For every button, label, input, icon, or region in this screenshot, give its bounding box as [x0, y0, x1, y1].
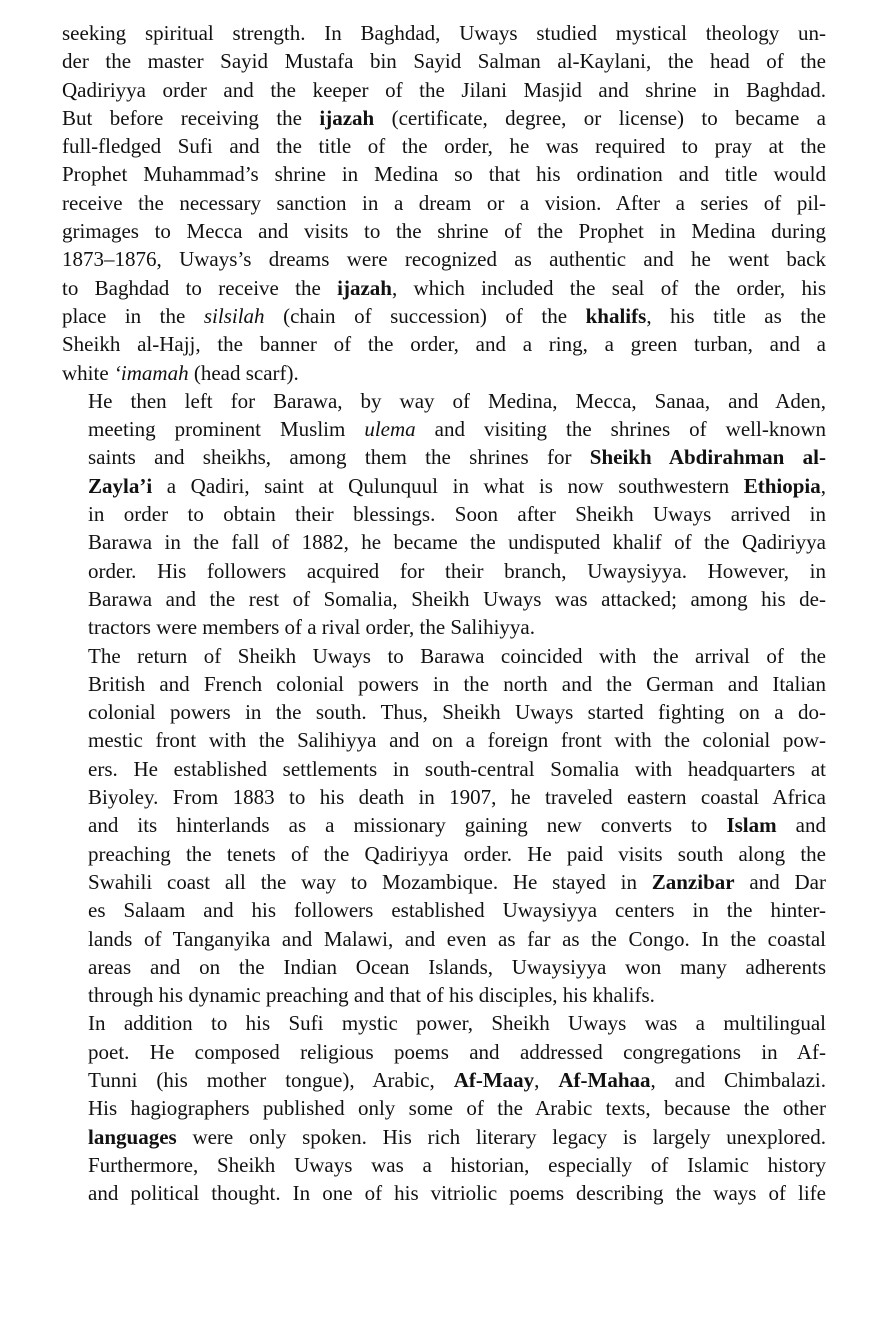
bold-term: khalifs — [585, 303, 647, 328]
text-line — [62, 1179, 826, 1207]
text-line — [62, 359, 826, 387]
text-line — [62, 1094, 826, 1122]
italic-term: ‘imamah — [113, 360, 189, 385]
text-line — [62, 500, 826, 528]
text-line — [62, 104, 826, 132]
text-run: der the master Sayid Mustafa bin Sayid Salman al-Kaylani, the head of the — [62, 49, 826, 74]
text-run: and Dar — [734, 869, 826, 894]
paragraph — [62, 387, 826, 642]
text-line — [62, 132, 826, 160]
text-line — [62, 274, 826, 302]
text-run: Sheikh al-Hajj, the banner of the order, and a ring, a green turban, and a — [62, 332, 826, 357]
text-run: white — [62, 360, 114, 385]
bold-term: ijazah — [337, 275, 392, 300]
text-line — [62, 585, 826, 613]
text-run: receive the necessary sanction in a dream or a vision. After a series of pil- — [62, 190, 826, 215]
paragraph — [62, 19, 826, 387]
text-run: were only spoken. His rich literary legacy is largely unexplored. — [176, 1124, 826, 1149]
text-run: (head scarf). — [188, 360, 299, 385]
text-run: and visiting the shrines of well-known — [415, 417, 827, 442]
text-line — [62, 19, 826, 47]
text-run: The return of Sheikh Uways to Barawa coincided with the arrival of the — [88, 643, 826, 668]
text-line — [62, 330, 826, 358]
text-run: poet. He composed religious poems and addressed congregations in Af- — [88, 1039, 826, 1064]
italic-term: silsilah — [203, 303, 265, 328]
text-line — [62, 557, 826, 585]
document-page — [62, 19, 826, 1207]
text-run: But before receiving the — [62, 105, 320, 130]
text-run: (certificate, degree, or license) to became a — [374, 105, 826, 130]
text-line — [62, 1123, 826, 1151]
text-run: tractors were members of a rival order, the Salihiyya. — [88, 615, 535, 640]
text-line — [62, 47, 826, 75]
bold-term: Af-Mahaa — [558, 1067, 651, 1092]
text-line — [62, 698, 826, 726]
text-line — [62, 1066, 826, 1094]
text-run: , his title as the — [646, 303, 826, 328]
text-run: Biyoley. From 1883 to his death in 1907, he traveled eastern coastal Africa — [88, 785, 826, 810]
text-run: through his dynamic preaching and that of his disciples, his khalifs. — [88, 983, 655, 1008]
text-run: , and Chimbalazi. — [650, 1067, 827, 1092]
italic-term: ulema — [364, 417, 416, 442]
paragraph — [62, 1009, 826, 1207]
bold-term: Ethiopia — [743, 473, 821, 498]
text-line — [62, 1151, 826, 1179]
text-run: Swahili coast all the way to Mozambique. He stayed in — [88, 869, 652, 894]
bold-term: Sheikh Abdirahman al- — [589, 445, 826, 470]
bold-term: Islam — [726, 813, 777, 838]
text-run: , — [820, 473, 826, 498]
text-run: areas and on the Indian Ocean Islands, Uwaysiyya won many adherents — [88, 954, 826, 979]
text-line — [62, 160, 826, 188]
text-line — [62, 726, 826, 754]
text-line — [62, 387, 826, 415]
text-line — [62, 981, 826, 1009]
text-run: grimages to Mecca and visits to the shrine of the Prophet in Medina during — [62, 219, 826, 244]
text-run: and political thought. In one of his vitriolic poems describing the ways of life — [88, 1181, 826, 1206]
text-line — [62, 755, 826, 783]
text-line — [62, 896, 826, 924]
bold-term: Af-Maay — [453, 1067, 535, 1092]
text-run: Barawa in the fall of 1882, he became the undisputed khalif of the Qadiriyya — [88, 530, 826, 555]
text-line — [62, 840, 826, 868]
text-line — [62, 1009, 826, 1037]
text-run: mestic front with the Salihiyya and on a foreign front with the colonial pow- — [88, 728, 826, 753]
text-run: Tunni (his mother tongue), Arabic, — [88, 1067, 454, 1092]
text-line — [62, 868, 826, 896]
text-run: In addition to his Sufi mystic power, Sheikh Uways was a multilingual — [88, 1011, 826, 1036]
text-run: Prophet Muhammad’s shrine in Medina so that his ordination and title would — [62, 162, 826, 187]
bold-term: Zayla’i — [88, 473, 153, 498]
text-run: His hagiographers published only some of the Arabic texts, because the other — [88, 1096, 826, 1121]
text-run: full-fledged Sufi and the title of the order, he was required to pray at the — [62, 134, 826, 159]
text-run: lands of Tanganyika and Malawi, and even as far as the Congo. In the coastal — [88, 926, 826, 951]
text-line — [62, 811, 826, 839]
text-run: He then left for Barawa, by way of Medina, Mecca, Sanaa, and Aden, — [88, 388, 826, 413]
text-run: 1873–1876, Uways’s dreams were recognized as authentic and he went back — [62, 247, 826, 272]
bold-term: languages — [88, 1124, 177, 1149]
text-run: Qadiriyya order and the keeper of the Jilani Masjid and shrine in Baghdad. — [62, 77, 826, 102]
text-run: in order to obtain their blessings. Soon after Sheikh Uways arrived in — [88, 502, 826, 527]
paragraph — [62, 642, 826, 1010]
text-run: (chain of succession) of the — [264, 303, 586, 328]
text-run: a Qadiri, saint at Qulunquul in what is now southwestern — [152, 473, 744, 498]
bold-term: ijazah — [319, 105, 375, 130]
text-line — [62, 415, 826, 443]
text-line — [62, 472, 826, 500]
text-line — [62, 953, 826, 981]
text-line — [62, 245, 826, 273]
text-line — [62, 642, 826, 670]
text-run: , which included the seal of the order, his — [391, 275, 826, 300]
text-line — [62, 1038, 826, 1066]
text-line — [62, 302, 826, 330]
text-run: , — [534, 1067, 559, 1092]
text-line — [62, 670, 826, 698]
text-run: ers. He established settlements in south-central Somalia with headquarters at — [88, 756, 826, 781]
text-run: Furthermore, Sheikh Uways was a historian, especially of Islamic history — [88, 1152, 826, 1177]
text-run: place in the — [62, 303, 204, 328]
text-run: and its hinterlands as a missionary gaining new converts to — [88, 813, 727, 838]
text-line — [62, 528, 826, 556]
text-run: meeting prominent Muslim — [88, 417, 365, 442]
text-line — [62, 925, 826, 953]
text-run: colonial powers in the south. Thus, Sheikh Uways started fighting on a do- — [88, 700, 826, 725]
text-line — [62, 783, 826, 811]
text-line — [62, 76, 826, 104]
bold-term: Zanzibar — [651, 869, 735, 894]
text-run: saints and sheikhs, among them the shrines for — [88, 445, 590, 470]
text-line — [62, 443, 826, 471]
text-run: preaching the tenets of the Qadiriyya order. He paid visits south along the — [88, 841, 826, 866]
text-line — [62, 189, 826, 217]
text-run: es Salaam and his followers established Uwaysiyya centers in the hinter- — [88, 898, 826, 923]
text-run: order. His followers acquired for their branch, Uwaysiyya. However, in — [88, 558, 826, 583]
text-run: seeking spiritual strength. In Baghdad, Uways studied mystical theology un- — [62, 21, 826, 45]
text-run: Barawa and the rest of Somalia, Sheikh Uways was attacked; among his de- — [88, 586, 826, 611]
text-run: British and French colonial powers in the north and the German and Italian — [88, 671, 826, 696]
text-line — [62, 613, 826, 641]
text-run: to Baghdad to receive the — [62, 275, 338, 300]
text-line — [62, 217, 826, 245]
text-run: and — [776, 813, 826, 838]
